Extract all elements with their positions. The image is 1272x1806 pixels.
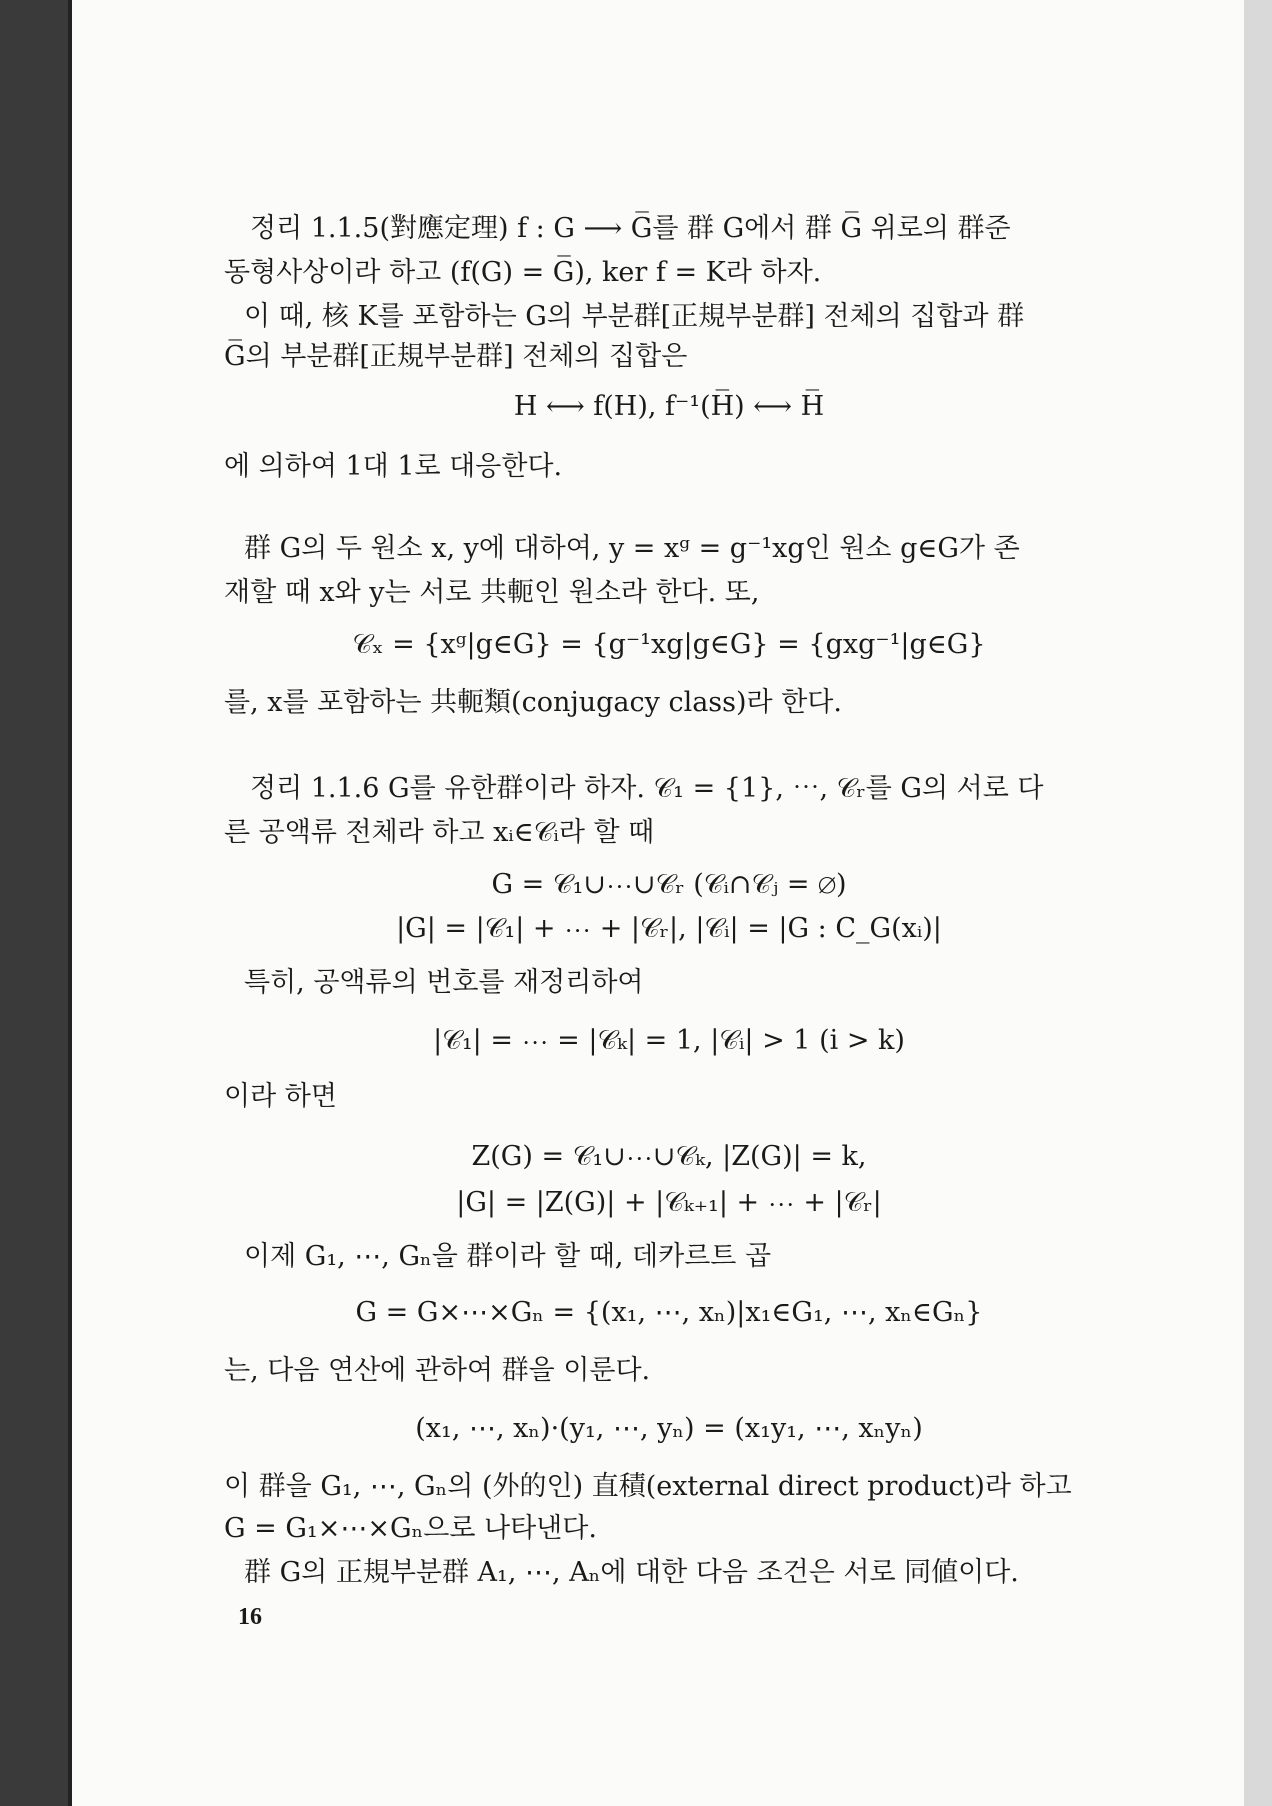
text-line: 이 때, 核 K를 포함하는 G의 부분群[正規부분群] 전체의 집합과 群 xyxy=(244,301,1025,332)
text-line: 동형사상이라 하고 (f(G) = G̅), ker f = K라 하자. xyxy=(224,257,822,288)
equation-line: Z(G) = 𝒞₁∪⋯∪𝒞ₖ, |Z(G)| = k, xyxy=(471,1141,867,1172)
equation-line: 𝒞ₓ = {xᵍ|g∈G} = {g⁻¹xg|g∈G} = {gxg⁻¹|g∈G} xyxy=(352,629,986,660)
text-line: 이라 하면 xyxy=(224,1081,337,1112)
page-number: 16 xyxy=(238,1604,262,1630)
text-line: 정리 1.1.5(對應定理) f : G ⟶ G̅를 群 G에서 群 G̅ 위로의 群준 xyxy=(250,213,1011,244)
equation-line: G = 𝒞₁∪⋯∪𝒞ᵣ (𝒞ᵢ∩𝒞ⱼ = ∅) xyxy=(491,869,847,900)
equation-line: H ⟷ f(H), f⁻¹(H̅) ⟷ H̅ xyxy=(513,391,825,422)
scroll-margin xyxy=(1244,0,1272,1806)
text-line: 재할 때 x와 y는 서로 共軛인 원소라 한다. 또, xyxy=(224,577,760,608)
text-line: G̅의 부분群[正規부분群] 전체의 집합은 xyxy=(224,341,688,372)
text-line: 이제 G₁, ⋯, Gₙ을 群이라 할 때, 데카르트 곱 xyxy=(244,1241,772,1272)
equation-line: G = G×⋯×Gₙ = {(x₁, ⋯, xₙ)|x₁∈G₁, ⋯, xₙ∈Gₙ} xyxy=(355,1297,983,1328)
text-line: 특히, 공액류의 번호를 재정리하여 xyxy=(244,967,644,998)
text-line: G = G₁×⋯×Gₙ으로 나타낸다. xyxy=(224,1513,597,1544)
equation-line: |𝒞₁| = ⋯ = |𝒞ₖ| = 1, |𝒞ᵢ| > 1 (i > k) xyxy=(433,1025,905,1056)
text-line: 정리 1.1.6 G를 유한群이라 하자. 𝒞₁ = {1}, ⋯, 𝒞ᵣ를 G의 서로 다 xyxy=(250,773,1044,804)
text-line: 群 G의 正規부분群 A₁, ⋯, Aₙ에 대한 다음 조건은 서로 同値이다. xyxy=(244,1557,1019,1588)
text-line: 를, x를 포함하는 共軛類(conjugacy class)라 한다. xyxy=(224,687,842,718)
text-line: 른 공액류 전체라 하고 xᵢ∈𝒞ᵢ라 할 때 xyxy=(224,817,655,848)
equation-line: |G| = |Z(G)| + |𝒞ₖ₊₁| + ⋯ + |𝒞ᵣ| xyxy=(456,1187,882,1218)
text-line: 에 의하여 1대 1로 대응한다. xyxy=(224,451,563,482)
text-line: 는, 다음 연산에 관하여 群을 이룬다. xyxy=(224,1355,651,1386)
equation-line: |G| = |𝒞₁| + ⋯ + |𝒞ᵣ|, |𝒞ᵢ| = |G : C_G(xᵢ)| xyxy=(396,913,942,944)
equation-line: (x₁, ⋯, xₙ)·(y₁, ⋯, yₙ) = (x₁y₁, ⋯, xₙyₙ) xyxy=(415,1413,923,1444)
text-line: 이 群을 G₁, ⋯, Gₙ의 (外的인) 直積(external direct product)라 하고 xyxy=(224,1471,1072,1502)
text-line: 群 G의 두 원소 x, y에 대하여, y = xᵍ = g⁻¹xg인 원소 g∈G가 존 xyxy=(244,533,1020,564)
